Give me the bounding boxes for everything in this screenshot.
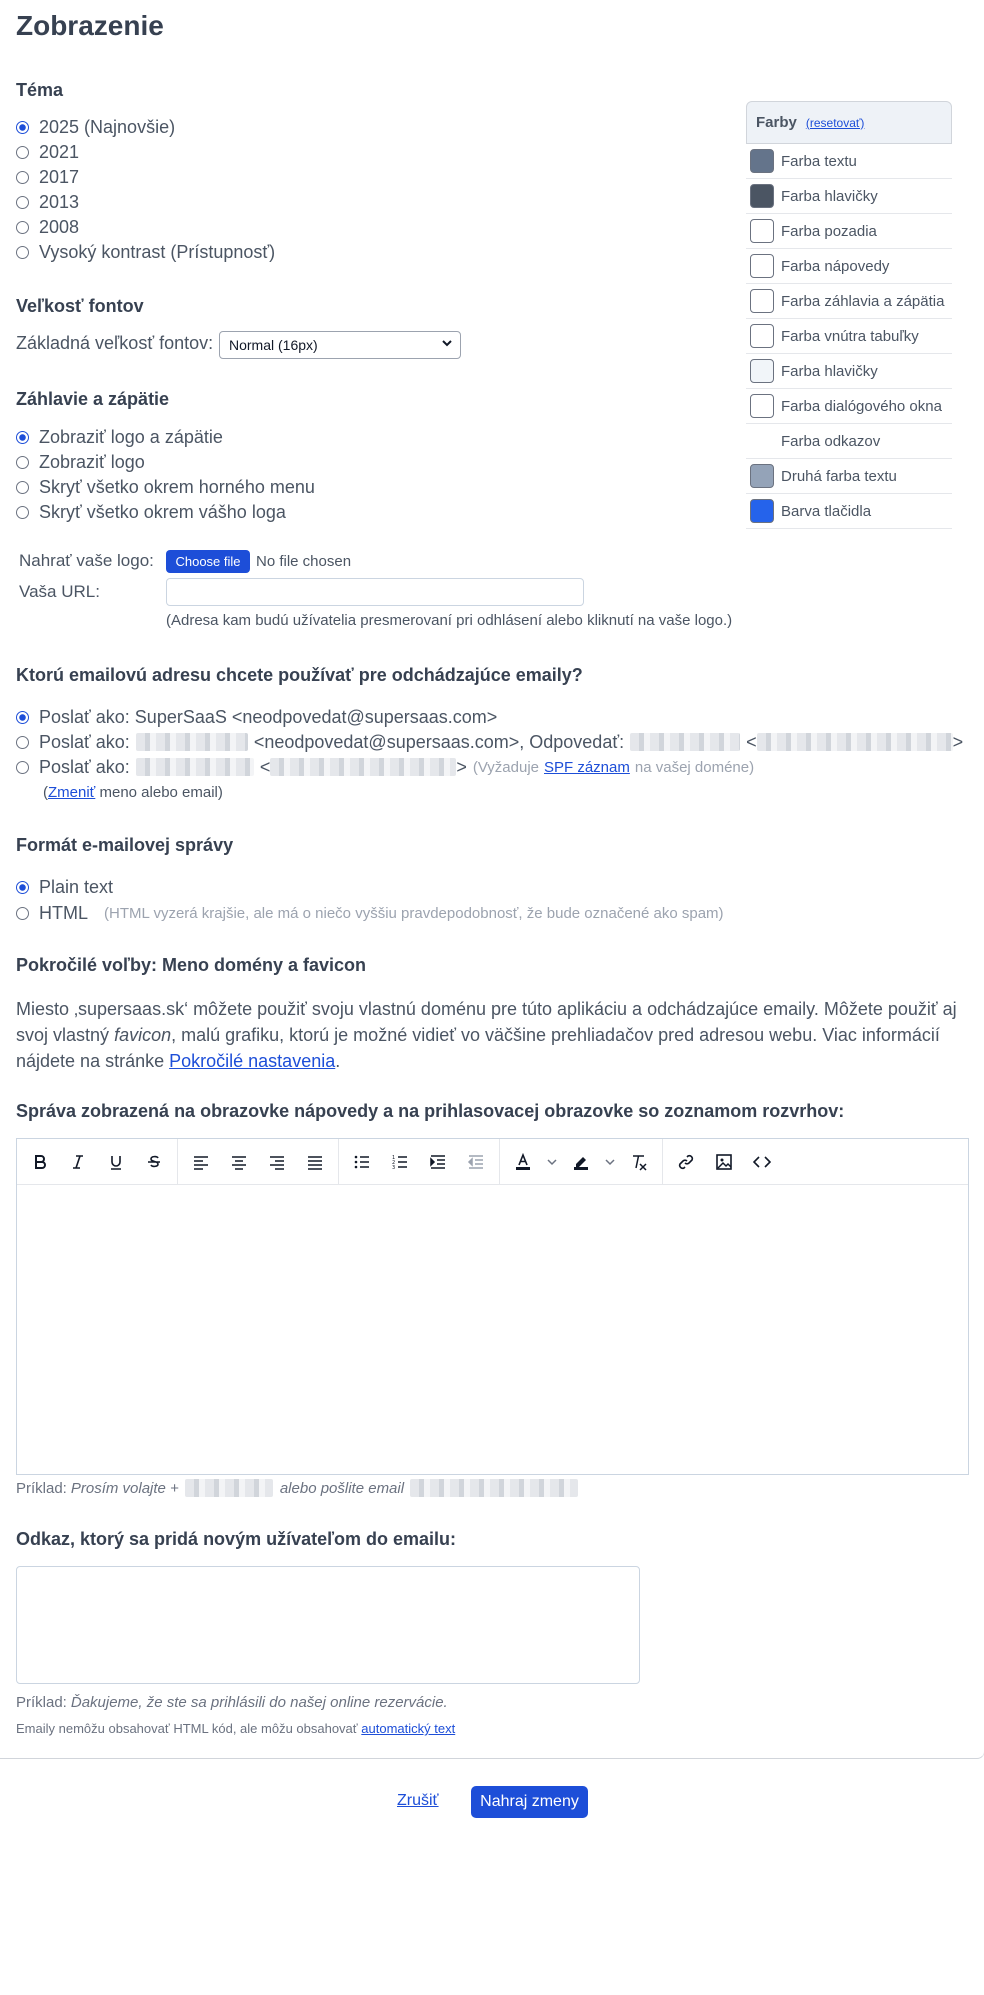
highlight-icon[interactable]: [562, 1144, 600, 1180]
color-row[interactable]: [746, 494, 952, 529]
color-swatch[interactable]: [750, 219, 774, 243]
text-color-icon[interactable]: [504, 1144, 542, 1180]
redacted-sender-name: [136, 758, 254, 776]
colors-panel: [746, 101, 952, 529]
header-footer-option-label: Skryť všetko okrem horného menu: [39, 476, 315, 497]
color-swatch[interactable]: [750, 359, 774, 383]
email-option-1-label: Poslať ako: SuperSaaS <neodpovedat@supersaas.com>: [39, 706, 498, 727]
theme-radio[interactable]: [16, 196, 29, 209]
help-example: Príklad: Prosím volajte + alebo pošlite email: [16, 1479, 578, 1497]
color-swatch[interactable]: [750, 289, 774, 313]
image-icon[interactable]: [705, 1144, 743, 1180]
text-color-chevron-icon[interactable]: [542, 1144, 562, 1180]
theme-option-label: 2017: [39, 166, 80, 187]
colors-reset-link[interactable]: (resetovať): [805, 115, 865, 130]
email-radio-1[interactable]: [16, 711, 29, 724]
theme-option[interactable]: [16, 141, 79, 163]
header-footer-radio[interactable]: [16, 506, 29, 519]
font-size-value: Normal (16px): [229, 337, 318, 353]
format-radio-plain[interactable]: [16, 881, 29, 894]
highlight-chevron-icon[interactable]: [600, 1144, 620, 1180]
theme-option[interactable]: [16, 191, 79, 213]
link-icon[interactable]: [667, 1144, 705, 1180]
redacted-reply-email: [757, 733, 953, 751]
colors-header: [746, 101, 952, 144]
spf-link[interactable]: SPF záznam: [544, 758, 630, 776]
format-html-label: HTML: [39, 902, 88, 923]
theme-option[interactable]: [16, 216, 79, 238]
format-radio-html[interactable]: [16, 907, 29, 920]
color-swatch[interactable]: [750, 394, 774, 418]
new-user-example: Príklad: Ďakujeme, že ste sa prihlásili do našej online rezervácie.: [16, 1694, 448, 1711]
color-label: Barva tlačidla: [781, 502, 872, 520]
align-right-icon[interactable]: [258, 1144, 296, 1180]
url-label: Vaša URL:: [19, 582, 100, 601]
email-heading: Ktorú emailovú adresu chcete používať pre odchádzajúce emaily?: [16, 665, 583, 685]
header-footer-radio[interactable]: [16, 431, 29, 444]
color-label: Farba textu: [781, 152, 857, 170]
svg-text:3: 3: [392, 1164, 396, 1171]
theme-option-label: 2013: [39, 191, 80, 212]
header-footer-option[interactable]: [16, 501, 286, 523]
html-note: Emaily nemôžu obsahovať HTML kód, ale môžu obsahovať automatický text: [16, 1721, 456, 1736]
email-radio-2[interactable]: [16, 736, 29, 749]
redacted-sender-email: [270, 758, 456, 776]
numbered-list-icon[interactable]: [381, 1144, 419, 1180]
color-label: Farba pozadia: [781, 222, 877, 240]
redacted-phone: [185, 1479, 273, 1497]
theme-option-label: Vysoký kontrast (Prístupnosť): [39, 241, 276, 262]
theme-radio[interactable]: [16, 221, 29, 234]
choose-file-button[interactable]: Choose file: [166, 550, 250, 573]
bullet-list-icon[interactable]: [343, 1144, 381, 1180]
color-swatch[interactable]: [750, 149, 774, 173]
email-option-reply[interactable]: Poslať ako: <neodpovedat@supersaas.com>, Odpovedať: < >: [16, 731, 963, 753]
colors-heading: Farby: [756, 114, 797, 131]
theme-option[interactable]: [16, 116, 175, 138]
header-footer-option-label: Zobraziť logo a zápätie: [39, 426, 223, 447]
font-size-label: Základná veľkosť fontov:: [16, 333, 214, 353]
email-option-custom[interactable]: Poslať ako: < > (Vyžaduje SPF záznam na vašej doméne): [16, 756, 754, 778]
color-row[interactable]: [746, 284, 952, 319]
format-option-html[interactable]: [16, 902, 724, 924]
header-footer-option[interactable]: [16, 451, 145, 473]
align-left-icon[interactable]: [182, 1144, 220, 1180]
color-swatch[interactable]: [750, 184, 774, 208]
logo-label: Nahrať vaše logo:: [19, 551, 154, 570]
header-footer-heading: Záhlavie a zápätie: [16, 389, 170, 409]
clear-format-icon[interactable]: [620, 1144, 658, 1180]
theme-option-label: 2025 (Najnovšie): [39, 116, 176, 137]
change-email-link[interactable]: Zmeniť: [48, 784, 96, 801]
spf-note-pre: (Vyžaduje: [472, 758, 539, 776]
header-footer-option[interactable]: [16, 476, 315, 498]
new-user-link-textarea[interactable]: [16, 1566, 640, 1684]
redacted-name: [136, 733, 248, 751]
color-row[interactable]: [746, 214, 952, 249]
header-footer-option-label: Skryť všetko okrem vášho loga: [39, 501, 286, 522]
file-status: No file chosen: [256, 553, 352, 570]
theme-radio[interactable]: [16, 146, 29, 159]
color-label: Farba hlavičky: [781, 187, 878, 205]
theme-radio[interactable]: [16, 171, 29, 184]
advanced-settings-link[interactable]: Pokročilé nastavenia: [169, 1051, 336, 1071]
email-option-3-prefix: Poslať ako:: [39, 756, 130, 777]
email-option-2-mid: <neodpovedat@supersaas.com>, Odpovedať:: [253, 731, 625, 752]
color-row[interactable]: [746, 424, 952, 459]
editor-toolbar: [17, 1139, 968, 1185]
color-label: Farba vnútra tabuľky: [781, 327, 919, 345]
header-footer-option[interactable]: [16, 426, 223, 448]
color-row[interactable]: [746, 179, 952, 214]
rich-text-editor[interactable]: [16, 1138, 969, 1475]
theme-heading: Téma: [16, 80, 64, 100]
format-html-note: (HTML vyzerá krajšie, ale má o niečo vyššiu pravdepodobnosť, že bude označené ako spam): [104, 904, 724, 922]
theme-option[interactable]: [16, 166, 79, 188]
theme-radio[interactable]: [16, 246, 29, 259]
header-footer-option-label: Zobraziť logo: [39, 451, 145, 472]
italic-icon[interactable]: [59, 1144, 97, 1180]
outdent-icon[interactable]: [457, 1144, 495, 1180]
font-size-select[interactable]: [219, 331, 461, 359]
color-row[interactable]: [746, 144, 952, 179]
color-row[interactable]: [746, 389, 952, 424]
bold-icon[interactable]: [21, 1144, 59, 1180]
color-swatch[interactable]: [750, 324, 774, 348]
align-justify-icon[interactable]: [296, 1144, 334, 1180]
color-swatch[interactable]: [750, 254, 774, 278]
email-option-2-prefix: Poslať ako:: [39, 731, 130, 752]
format-heading: Formát e-mailovej správy: [16, 835, 234, 855]
format-option-plain[interactable]: [16, 876, 113, 898]
theme-option-label: 2008: [39, 216, 80, 237]
save-button[interactable]: Nahraj zmeny: [471, 1786, 588, 1818]
color-label: Farba dialógového okna: [781, 397, 942, 415]
theme-option-label: 2021: [39, 141, 80, 162]
color-swatch[interactable]: [750, 499, 774, 523]
header-footer-radio[interactable]: [16, 456, 29, 469]
strikethrough-icon[interactable]: [135, 1144, 173, 1180]
format-plain-label: Plain text: [39, 876, 114, 897]
color-row[interactable]: [746, 319, 952, 354]
svg-text:2: 2: [392, 1159, 396, 1166]
page-title: Zobrazenie: [16, 10, 164, 41]
color-label: Farba hlavičky: [781, 362, 878, 380]
help-message-heading: Správa zobrazená na obrazovke nápovedy a na prihlasovacej obrazovke so zoznamom rozvrhov:: [16, 1101, 845, 1121]
advanced-text: Miesto ‚supersaas.sk‘ môžete použiť svoju vlastnú doménu pre túto aplikáciu a odchádzajúce emaily. Môžete použiť aj svoj vlastný favicon, malú grafiku, ktorú je možné vidieť vo väčšine prehliadačov pred adresou webu. Viac informácií nájdete na stránke Pokročilé nastavenia.: [16, 999, 957, 1071]
advanced-heading: Pokročilé voľby: Meno domény a favicon: [16, 955, 367, 975]
url-input[interactable]: [166, 578, 584, 606]
color-row[interactable]: [746, 354, 952, 389]
color-label: Farba nápovedy: [781, 257, 890, 275]
email-option-default[interactable]: [16, 706, 497, 728]
url-hint: (Adresa kam budú užívatelia presmerovaní pri odhlásení alebo kliknutí na vaše logo.): [166, 612, 733, 629]
spf-note-post: na vašej doméne): [634, 758, 755, 776]
color-label: Farba záhlavia a zápätia: [781, 292, 945, 310]
cancel-button[interactable]: Zrušiť: [397, 1792, 439, 1809]
align-center-icon[interactable]: [220, 1144, 258, 1180]
color-label: Farba odkazov: [781, 432, 881, 450]
theme-radio[interactable]: [16, 121, 29, 134]
color-label: Druhá farba textu: [781, 467, 897, 485]
chevron-down-icon: [441, 337, 453, 352]
redacted-reply-name: [630, 733, 740, 751]
color-row[interactable]: [746, 249, 952, 284]
color-swatch[interactable]: [750, 429, 774, 453]
theme-option[interactable]: [16, 241, 275, 263]
email-change-line: (Zmeniť meno alebo email): [43, 784, 223, 801]
indent-icon[interactable]: [419, 1144, 457, 1180]
svg-text:1: 1: [392, 1154, 396, 1161]
color-swatch[interactable]: [750, 464, 774, 488]
code-icon[interactable]: [743, 1144, 781, 1180]
font-size-heading: Veľkosť fontov: [16, 296, 144, 316]
auto-text-link[interactable]: automatický text: [361, 1721, 456, 1736]
redacted-email: [410, 1479, 578, 1497]
color-row[interactable]: [746, 459, 952, 494]
email-radio-3[interactable]: [16, 761, 29, 774]
underline-icon[interactable]: [97, 1144, 135, 1180]
new-user-link-heading: Odkaz, ktorý sa pridá novým užívateľom do emailu:: [16, 1529, 457, 1549]
header-footer-radio[interactable]: [16, 481, 29, 494]
